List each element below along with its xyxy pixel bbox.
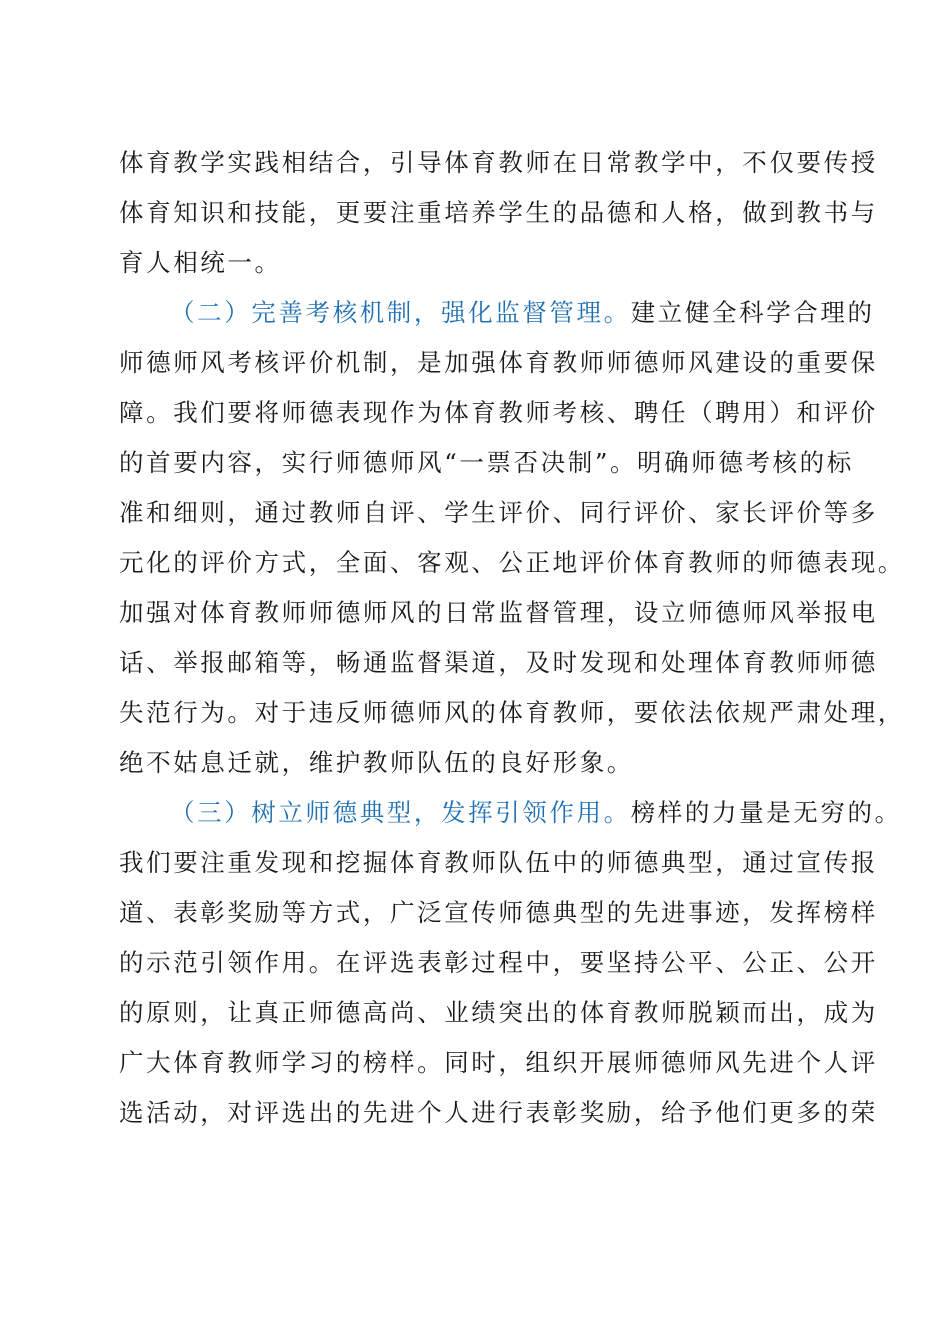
- body-text-line: 加强对体育教师师德师风的日常监督管理，设立师德师风举报电: [119, 598, 878, 627]
- body-text-span: 榜样的力量是无穷的。: [630, 798, 902, 827]
- section-paragraph-first-line: [170, 293, 890, 333]
- body-text-line: 元化的评价方式，全面、客观、公正地评价体育教师的师德表现。: [119, 548, 905, 577]
- body-text-line: 的示范引领作用。在评选表彰过程中，要坚持公平、公正、公开: [119, 948, 878, 977]
- body-text-line: 广大体育教师学习的榜样。同时，组织开展师德师风先进个人评: [119, 1048, 878, 1077]
- body-text-line: 的原则，让真正师德高尚、业绩突出的体育教师脱颖而出，成为: [119, 998, 878, 1027]
- body-text-line: 失范行为。对于违反师德师风的体育教师，要依法依规严肃处理，: [119, 698, 905, 727]
- body-text-line: 师德师风考核评价机制，是加强体育教师师德师风建设的重要保: [119, 348, 878, 377]
- section-heading-2: （二）完善考核机制，强化监督管理。: [170, 298, 631, 327]
- body-text-line: 准和细则，通过教师自评、学生评价、同行评价、家长评价等多: [119, 498, 878, 527]
- body-text-line: 育人相统一。: [119, 248, 282, 277]
- body-text-line: 的首要内容，实行师德师风“一票否决制”。明确师德考核的标: [119, 448, 854, 477]
- body-text-line: 绝不姑息迁就，维护教师队伍的良好形象。: [119, 748, 634, 777]
- body-text-line: 选活动，对评选出的先进个人进行表彰奖励，给予他们更多的荣: [119, 1098, 878, 1127]
- section-heading-3: （三）树立师德典型，发挥引领作用。: [170, 798, 631, 827]
- body-text-line: 我们要注重发现和挖掘体育教师队伍中的师德典型，通过宣传报: [119, 848, 878, 877]
- body-text-line: 话、举报邮箱等，畅通监督渠道，及时发现和处理体育教师师德: [119, 648, 878, 677]
- body-text-span: 建立健全科学合理的: [630, 298, 875, 327]
- body-text-line: 障。我们要将师德表现作为体育教师考核、聘任（聘用）和评价: [119, 398, 878, 427]
- body-text-line: 体育知识和技能，更要注重培养学生的品德和人格，做到教书与: [119, 198, 878, 227]
- section-paragraph-first-line: [170, 793, 902, 833]
- body-text-line: 体育教学实践相结合，引导体育教师在日常教学中，不仅要传授: [119, 148, 878, 177]
- body-text-line: 道、表彰奖励等方式，广泛宣传师德典型的先进事迹，发挥榜样: [119, 898, 878, 927]
